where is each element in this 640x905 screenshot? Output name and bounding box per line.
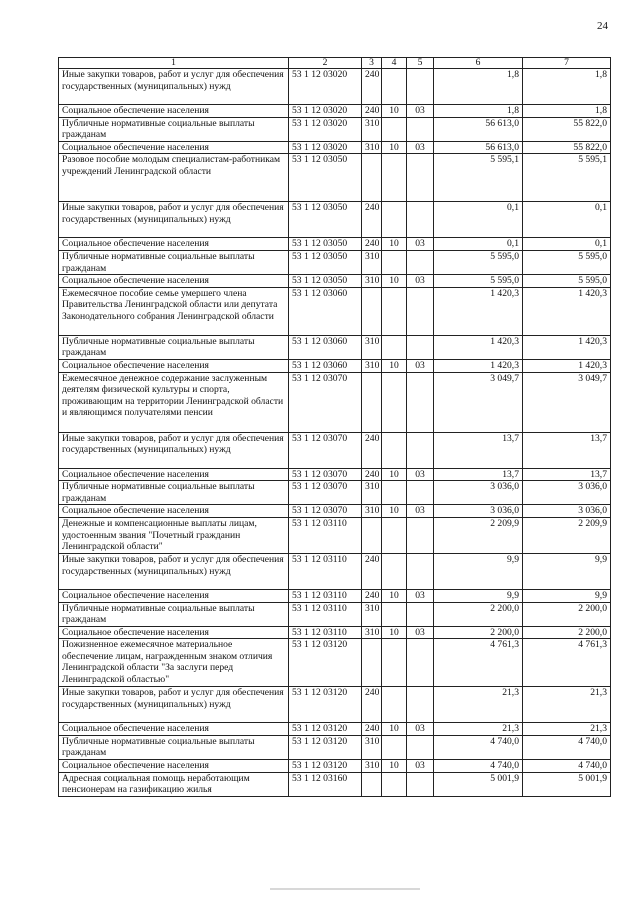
row-description: Адресная социальная помощь неработающим пенсионерам на газификацию жилья — [59, 772, 289, 796]
row-target-code: 53 1 12 03110 — [289, 553, 362, 589]
row-expense-type: 240 — [362, 432, 382, 468]
table-row — [59, 505, 611, 518]
row-target-code: 53 1 12 03160 — [289, 772, 362, 796]
row-target-code: 53 1 12 03120 — [289, 687, 362, 723]
row-section: 10 — [382, 723, 407, 736]
row-target-code: 53 1 12 03020 — [289, 141, 362, 154]
row-amount-2: 1 420,3 — [523, 335, 611, 359]
row-amount-1: 1,8 — [434, 69, 523, 105]
row-section — [382, 735, 407, 759]
row-subsection: 03 — [407, 760, 434, 773]
row-description: Социальное обеспечение населения — [59, 238, 289, 251]
row-amount-1: 1,8 — [434, 105, 523, 118]
row-section — [382, 250, 407, 274]
row-amount-2: 13,7 — [523, 432, 611, 468]
row-subsection — [407, 117, 434, 141]
table-row — [59, 105, 611, 118]
table-row — [59, 760, 611, 773]
row-expense-type — [362, 287, 382, 335]
table-row — [59, 602, 611, 626]
table-row — [59, 141, 611, 154]
table-row — [59, 372, 611, 432]
row-description: Социальное обеспечение населения — [59, 275, 289, 288]
row-subsection: 03 — [407, 359, 434, 372]
row-subsection: 03 — [407, 723, 434, 736]
row-amount-2: 5 595,0 — [523, 250, 611, 274]
row-section: 10 — [382, 105, 407, 118]
row-amount-2: 55 822,0 — [523, 117, 611, 141]
row-amount-1: 21,3 — [434, 687, 523, 723]
row-description: Публичные нормативные социальные выплаты гражданам — [59, 602, 289, 626]
row-target-code: 53 1 12 03070 — [289, 372, 362, 432]
row-description: Социальное обеспечение населения — [59, 723, 289, 736]
row-amount-2: 2 200,0 — [523, 602, 611, 626]
row-description: Пожизненное ежемесячное материальное обеспечение лицам, награжденным знаком отличия Ленинградской области "За заслуги перед Ленинградской областью" — [59, 639, 289, 687]
row-expense-type: 310 — [362, 481, 382, 505]
row-subsection — [407, 432, 434, 468]
row-subsection: 03 — [407, 468, 434, 481]
table-row — [59, 639, 611, 687]
table-row — [59, 275, 611, 288]
row-amount-1: 2 200,0 — [434, 602, 523, 626]
table-row — [59, 287, 611, 335]
row-target-code: 53 1 12 03070 — [289, 432, 362, 468]
row-amount-2: 0,1 — [523, 238, 611, 251]
row-expense-type: 240 — [362, 69, 382, 105]
row-expense-type: 240 — [362, 553, 382, 589]
header-col-7: 7 — [523, 58, 611, 69]
row-amount-2: 0,1 — [523, 202, 611, 238]
row-target-code: 53 1 12 03020 — [289, 117, 362, 141]
row-expense-type: 310 — [362, 117, 382, 141]
row-target-code: 53 1 12 03050 — [289, 275, 362, 288]
row-target-code: 53 1 12 03120 — [289, 735, 362, 759]
row-amount-1: 5 001,9 — [434, 772, 523, 796]
row-description: Ежемесячное пособие семье умершего члена Правительства Ленинградской области или депутата Законодательного собрания Ленинградской области — [59, 287, 289, 335]
row-amount-1: 56 613,0 — [434, 117, 523, 141]
row-description: Иные закупки товаров, работ и услуг для обеспечения государственных (муниципальных) нужд — [59, 69, 289, 105]
row-amount-1: 5 595,1 — [434, 154, 523, 202]
row-amount-1: 9,9 — [434, 589, 523, 602]
row-description: Ежемесячное денежное содержание заслуженным деятелям физической культуры и спорта, проживающим на территории Ленинградской области и являющимся получателями пенсии — [59, 372, 289, 432]
row-expense-type: 310 — [362, 505, 382, 518]
row-amount-1: 2 200,0 — [434, 626, 523, 639]
table-row — [59, 432, 611, 468]
row-target-code: 53 1 12 03060 — [289, 335, 362, 359]
row-amount-1: 1 420,3 — [434, 335, 523, 359]
header-col-3: 3 — [362, 58, 382, 69]
row-expense-type: 240 — [362, 202, 382, 238]
row-expense-type — [362, 154, 382, 202]
row-expense-type: 310 — [362, 735, 382, 759]
row-section — [382, 772, 407, 796]
row-target-code: 53 1 12 03050 — [289, 202, 362, 238]
row-description: Социальное обеспечение населения — [59, 505, 289, 518]
table-row — [59, 626, 611, 639]
row-amount-1: 5 595,0 — [434, 250, 523, 274]
row-description: Публичные нормативные социальные выплаты гражданам — [59, 117, 289, 141]
row-section: 10 — [382, 505, 407, 518]
header-col-2: 2 — [289, 58, 362, 69]
row-target-code: 53 1 12 03110 — [289, 626, 362, 639]
table-row — [59, 772, 611, 796]
row-expense-type: 310 — [362, 626, 382, 639]
row-amount-2: 4 740,0 — [523, 760, 611, 773]
table-body — [59, 69, 611, 797]
table-row — [59, 468, 611, 481]
row-amount-1: 9,9 — [434, 553, 523, 589]
row-section: 10 — [382, 626, 407, 639]
row-expense-type — [362, 639, 382, 687]
row-expense-type — [362, 772, 382, 796]
row-amount-1: 4 761,3 — [434, 639, 523, 687]
row-target-code: 53 1 12 03050 — [289, 238, 362, 251]
row-subsection — [407, 687, 434, 723]
row-amount-1: 56 613,0 — [434, 141, 523, 154]
row-subsection — [407, 154, 434, 202]
row-expense-type — [362, 517, 382, 553]
row-target-code: 53 1 12 03060 — [289, 287, 362, 335]
row-amount-2: 1 420,3 — [523, 359, 611, 372]
row-target-code: 53 1 12 03110 — [289, 517, 362, 553]
row-subsection: 03 — [407, 141, 434, 154]
row-amount-2: 9,9 — [523, 553, 611, 589]
row-subsection: 03 — [407, 275, 434, 288]
row-subsection — [407, 202, 434, 238]
row-description: Публичные нормативные социальные выплаты гражданам — [59, 735, 289, 759]
row-expense-type: 310 — [362, 275, 382, 288]
table-row — [59, 238, 611, 251]
row-section — [382, 287, 407, 335]
row-section — [382, 432, 407, 468]
row-amount-1: 3 036,0 — [434, 481, 523, 505]
row-amount-2: 4 740,0 — [523, 735, 611, 759]
row-section — [382, 154, 407, 202]
row-expense-type: 310 — [362, 141, 382, 154]
row-description: Социальное обеспечение населения — [59, 468, 289, 481]
row-target-code: 53 1 12 03120 — [289, 639, 362, 687]
table-row — [59, 202, 611, 238]
row-description: Иные закупки товаров, работ и услуг для обеспечения государственных (муниципальных) нужд — [59, 553, 289, 589]
row-section — [382, 117, 407, 141]
row-description: Социальное обеспечение населения — [59, 359, 289, 372]
table-row — [59, 481, 611, 505]
row-description: Публичные нормативные социальные выплаты гражданам — [59, 481, 289, 505]
row-target-code: 53 1 12 03050 — [289, 154, 362, 202]
row-subsection — [407, 772, 434, 796]
row-description: Публичные нормативные социальные выплаты гражданам — [59, 250, 289, 274]
row-amount-1: 3 049,7 — [434, 372, 523, 432]
page-number: 24 — [597, 20, 608, 32]
row-subsection: 03 — [407, 505, 434, 518]
row-subsection — [407, 602, 434, 626]
row-section — [382, 372, 407, 432]
row-subsection: 03 — [407, 238, 434, 251]
table-row — [59, 517, 611, 553]
row-target-code: 53 1 12 03050 — [289, 250, 362, 274]
row-description: Иные закупки товаров, работ и услуг для обеспечения государственных (муниципальных) нужд — [59, 432, 289, 468]
row-amount-1: 4 740,0 — [434, 760, 523, 773]
row-expense-type: 310 — [362, 602, 382, 626]
row-amount-1: 4 740,0 — [434, 735, 523, 759]
row-amount-2: 2 209,9 — [523, 517, 611, 553]
row-subsection: 03 — [407, 105, 434, 118]
row-amount-2: 1,8 — [523, 69, 611, 105]
row-target-code: 53 1 12 03070 — [289, 481, 362, 505]
row-amount-2: 13,7 — [523, 468, 611, 481]
row-section: 10 — [382, 238, 407, 251]
row-amount-2: 21,3 — [523, 687, 611, 723]
row-description: Публичные нормативные социальные выплаты гражданам — [59, 335, 289, 359]
row-expense-type — [362, 372, 382, 432]
row-expense-type: 240 — [362, 589, 382, 602]
header-col-6: 6 — [434, 58, 523, 69]
bottom-scan-artifact — [270, 888, 420, 890]
row-section — [382, 335, 407, 359]
row-target-code: 53 1 12 03060 — [289, 359, 362, 372]
table-row — [59, 154, 611, 202]
row-expense-type: 240 — [362, 723, 382, 736]
row-subsection — [407, 517, 434, 553]
row-amount-1: 1 420,3 — [434, 287, 523, 335]
row-section: 10 — [382, 760, 407, 773]
row-subsection: 03 — [407, 589, 434, 602]
row-section — [382, 69, 407, 105]
row-amount-1: 0,1 — [434, 202, 523, 238]
row-amount-1: 2 209,9 — [434, 517, 523, 553]
table-header-row — [59, 58, 611, 69]
row-amount-1: 5 595,0 — [434, 275, 523, 288]
row-description: Разовое пособие молодым специалистам-работникам учреждений Ленинградской области — [59, 154, 289, 202]
row-expense-type: 310 — [362, 359, 382, 372]
row-amount-2: 3 049,7 — [523, 372, 611, 432]
row-subsection — [407, 335, 434, 359]
row-description: Социальное обеспечение населения — [59, 589, 289, 602]
table-row — [59, 335, 611, 359]
row-subsection — [407, 481, 434, 505]
row-subsection: 03 — [407, 626, 434, 639]
table-row — [59, 687, 611, 723]
row-expense-type: 310 — [362, 250, 382, 274]
row-description: Денежные и компенсационные выплаты лицам, удостоенным звания "Почетный гражданин Ленинградской области" — [59, 517, 289, 553]
row-amount-2: 5 001,9 — [523, 772, 611, 796]
row-amount-2: 3 036,0 — [523, 505, 611, 518]
row-subsection — [407, 553, 434, 589]
row-amount-2: 3 036,0 — [523, 481, 611, 505]
row-amount-2: 9,9 — [523, 589, 611, 602]
table-row — [59, 117, 611, 141]
row-section: 10 — [382, 141, 407, 154]
row-target-code: 53 1 12 03110 — [289, 602, 362, 626]
row-subsection — [407, 69, 434, 105]
row-target-code: 53 1 12 03020 — [289, 105, 362, 118]
row-amount-1: 13,7 — [434, 432, 523, 468]
row-subsection — [407, 639, 434, 687]
row-amount-1: 21,3 — [434, 723, 523, 736]
row-section — [382, 639, 407, 687]
table-row — [59, 359, 611, 372]
row-amount-2: 5 595,0 — [523, 275, 611, 288]
budget-table — [58, 57, 611, 797]
row-section — [382, 202, 407, 238]
row-description: Иные закупки товаров, работ и услуг для обеспечения государственных (муниципальных) нужд — [59, 687, 289, 723]
header-col-1: 1 — [59, 58, 289, 69]
row-description: Иные закупки товаров, работ и услуг для обеспечения государственных (муниципальных) нужд — [59, 202, 289, 238]
row-section: 10 — [382, 589, 407, 602]
table-row — [59, 589, 611, 602]
row-amount-2: 1 420,3 — [523, 287, 611, 335]
row-section: 10 — [382, 275, 407, 288]
row-expense-type: 240 — [362, 105, 382, 118]
table-row — [59, 69, 611, 105]
row-section — [382, 687, 407, 723]
row-amount-1: 13,7 — [434, 468, 523, 481]
row-expense-type: 240 — [362, 468, 382, 481]
row-description: Социальное обеспечение населения — [59, 105, 289, 118]
row-description: Социальное обеспечение населения — [59, 141, 289, 154]
row-subsection — [407, 287, 434, 335]
row-amount-2: 5 595,1 — [523, 154, 611, 202]
row-target-code: 53 1 12 03110 — [289, 589, 362, 602]
row-amount-2: 55 822,0 — [523, 141, 611, 154]
row-section: 10 — [382, 359, 407, 372]
row-target-code: 53 1 12 03120 — [289, 760, 362, 773]
row-amount-2: 21,3 — [523, 723, 611, 736]
header-col-5: 5 — [407, 58, 434, 69]
row-section — [382, 481, 407, 505]
table-row — [59, 553, 611, 589]
row-expense-type: 310 — [362, 335, 382, 359]
row-expense-type: 310 — [362, 760, 382, 773]
row-target-code: 53 1 12 03120 — [289, 723, 362, 736]
header-col-4: 4 — [382, 58, 407, 69]
row-amount-1: 0,1 — [434, 238, 523, 251]
row-section — [382, 553, 407, 589]
row-target-code: 53 1 12 03070 — [289, 468, 362, 481]
row-amount-2: 4 761,3 — [523, 639, 611, 687]
row-expense-type: 240 — [362, 687, 382, 723]
row-target-code: 53 1 12 03070 — [289, 505, 362, 518]
table-row — [59, 250, 611, 274]
row-amount-1: 1 420,3 — [434, 359, 523, 372]
row-section — [382, 517, 407, 553]
row-description: Социальное обеспечение населения — [59, 760, 289, 773]
row-description: Социальное обеспечение населения — [59, 626, 289, 639]
row-target-code: 53 1 12 03020 — [289, 69, 362, 105]
row-subsection — [407, 735, 434, 759]
row-subsection — [407, 250, 434, 274]
row-amount-2: 2 200,0 — [523, 626, 611, 639]
row-expense-type: 240 — [362, 238, 382, 251]
row-section: 10 — [382, 468, 407, 481]
row-amount-1: 3 036,0 — [434, 505, 523, 518]
table-row — [59, 723, 611, 736]
table-row — [59, 735, 611, 759]
row-subsection — [407, 372, 434, 432]
row-amount-2: 1,8 — [523, 105, 611, 118]
row-section — [382, 602, 407, 626]
